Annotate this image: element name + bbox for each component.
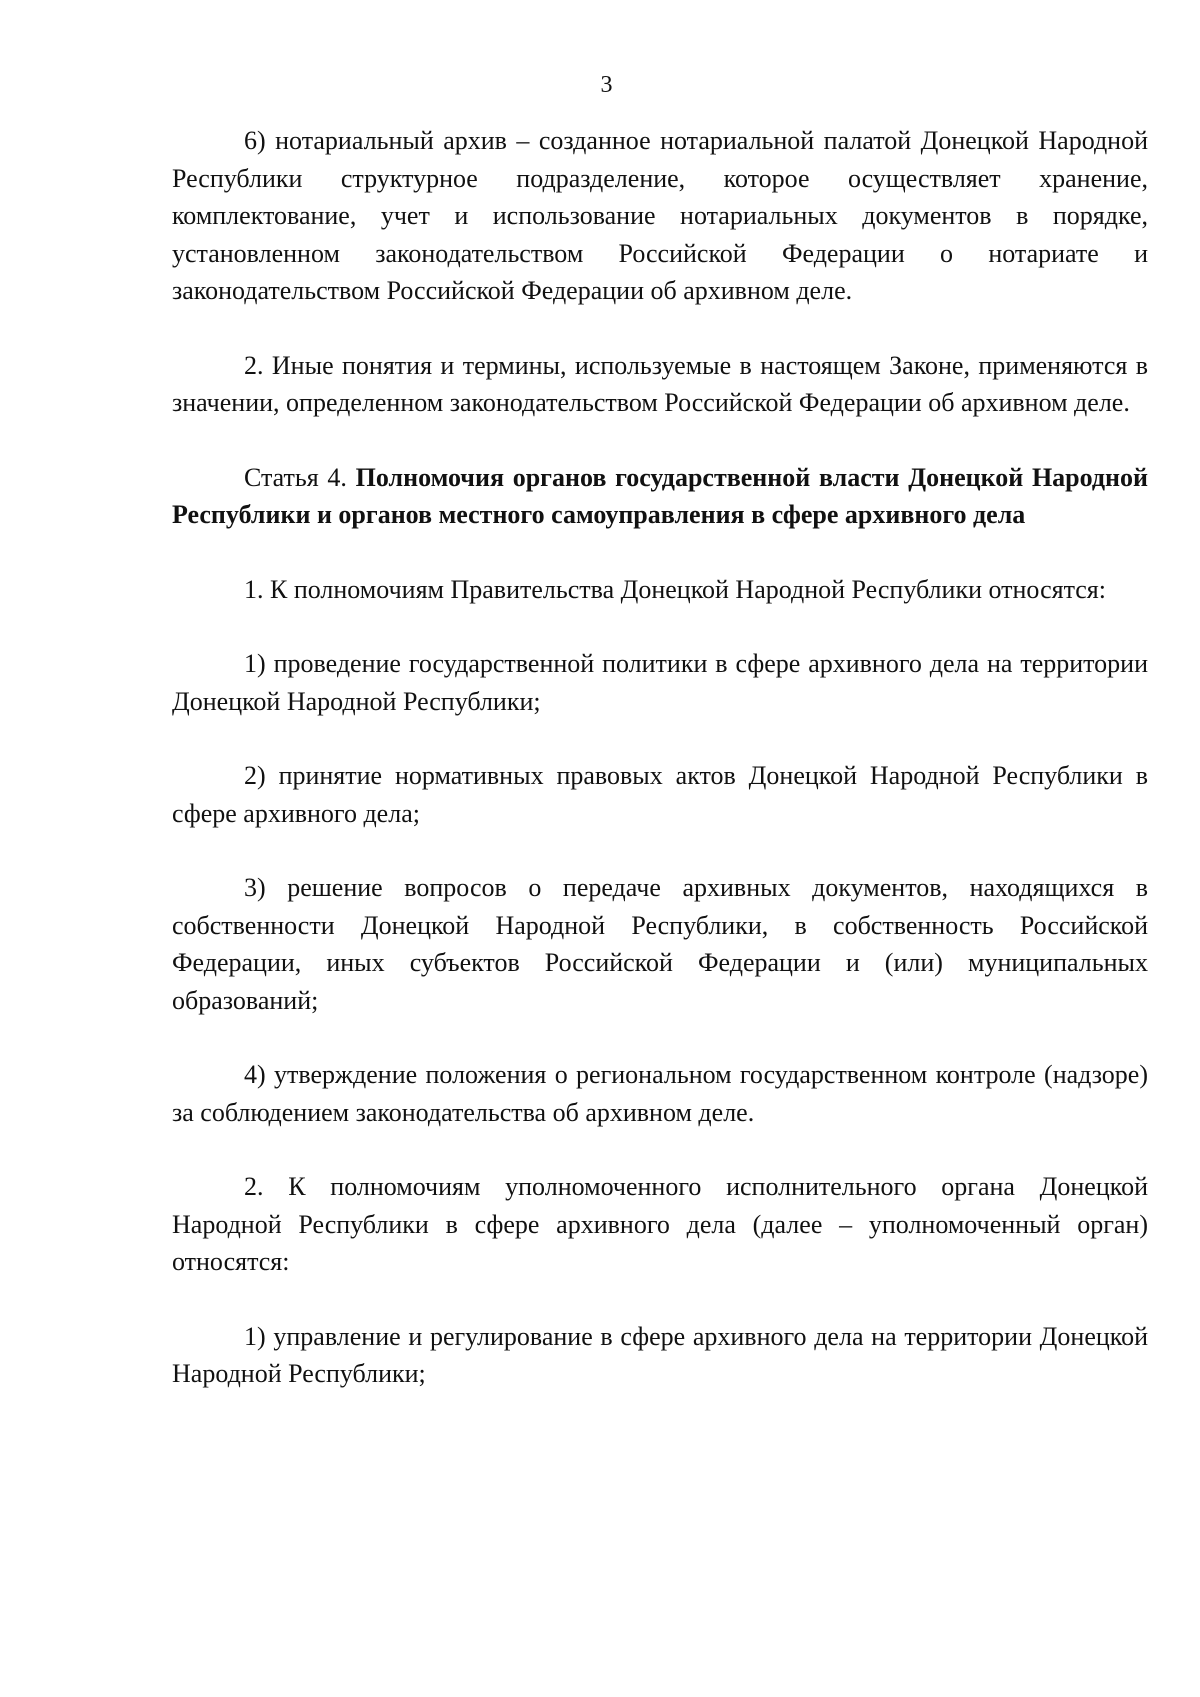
list-item-2	[172, 757, 1148, 832]
item-number: 2.	[244, 1172, 264, 1201]
item-number: 4)	[244, 1060, 266, 1089]
definition-item-6	[172, 122, 1148, 310]
page-number: 3	[600, 72, 613, 98]
item-number: 3)	[244, 873, 266, 902]
item-text: принятие нормативных правовых актов Донецкой Народной Республики в сфере архивного дела;	[172, 761, 1148, 828]
document-body	[172, 122, 1148, 1393]
clause-2-authority	[172, 1168, 1148, 1281]
list-item-3	[172, 869, 1148, 1019]
item-text: Иные понятия и термины, используемые в настоящем Законе, применяются в значении, определенном законодательством Российской Федерации об архивном деле.	[172, 350, 1148, 417]
item-text: нотариальный архив – созданное нотариальной палатой Донецкой Народной Республики структурное подразделение, которое осуществляет хранение, комплектование, учет и использование нотариальных документов в порядке, установленном законодательством Российской Федерации о нотариате и законодательством Российской Федерации об архивном деле.	[172, 126, 1148, 305]
article-label: Статья 4.	[244, 462, 347, 492]
clause-2	[172, 347, 1148, 422]
authority-item-1	[172, 1318, 1148, 1393]
clause-1	[172, 571, 1148, 609]
item-number: 1)	[244, 1321, 266, 1351]
item-number: 1)	[244, 649, 266, 678]
item-text: управление и регулирование в сфере архивного дела на территории Донецкой Народной Республики;	[172, 1321, 1149, 1388]
item-text: проведение государственной политики в сфере архивного дела на территории Донецкой Народной Республики;	[172, 649, 1149, 716]
item-text: К полномочиям уполномоченного исполнительного органа Донецкой Народной Республики в сфере архивного дела (далее – уполномоченный орган) относятся:	[172, 1172, 1148, 1276]
article-4-heading	[172, 459, 1148, 534]
item-number: 2.	[244, 350, 264, 380]
item-text: утверждение положения о региональном государственном контроле (надзоре) за соблюдением законодательства об архивном деле.	[172, 1060, 1149, 1127]
item-number: 1.	[244, 574, 264, 604]
item-text: К полномочиям Правительства Донецкой Народной Республики относятся:	[270, 574, 1106, 604]
item-number: 2)	[244, 761, 266, 790]
item-text: решение вопросов о передаче архивных документов, находящихся в собственности Донецкой Народной Республики, в собственность Российской Федерации, иных субъектов Российской Федерации и (или) муниципальных образований;	[172, 873, 1148, 1015]
article-title: Полномочия органов государственной власти Донецкой Народной Республики и органов местного самоуправления в сфере архивного дела	[172, 462, 1149, 529]
item-number: 6)	[244, 126, 266, 155]
list-item-1	[172, 645, 1148, 720]
list-item-4	[172, 1056, 1148, 1131]
